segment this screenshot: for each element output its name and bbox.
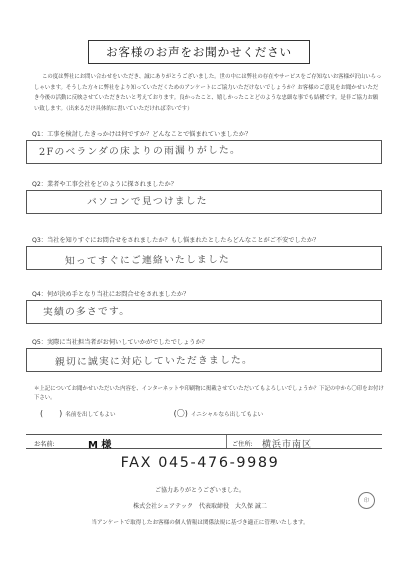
handwritten-answer: パソコンで見つけました (86, 195, 208, 208)
company-name: 株式会社シェアテック 代表取締役 大久保 誠二 (133, 503, 267, 510)
question-5 (26, 338, 382, 372)
customer-name: M 様 (88, 440, 112, 451)
intro-text: この度は弊社にお問い合わせをいただき、誠にありがとうございました。世の中には弊社の存在やサービスをご存知ないお客様が沢山いらっしゃいます。そうした方々に弊社をより知っていただくためのアンケートにご協力いただけないでしょうか？お客様のご意見をお聞かせいただき今後の活動に反映させていただきたいと考えております。良かったこと、嬉しかったことどのような忠細な事でも結構です。是非ご協力お願い致します。（出来るだけ具体的に書いていただければ幸いです） (34, 74, 382, 112)
customer-address: 横浜市南区 (262, 439, 313, 450)
question-label: Q1：工事を検討したきっかけは何ですか？どんなことで悩まれていましたか？ (32, 131, 252, 138)
answer-box (26, 246, 382, 270)
thanks-text: ご協力ありがとうございました。 (154, 487, 245, 494)
customer-info-bar (26, 434, 382, 449)
permission-options (40, 408, 380, 419)
question-label: Q4：何が決め手となり当社にお問合せをされましたか？ (32, 291, 190, 298)
question-4 (26, 290, 382, 324)
publication-note: ＊上記についてお聞かせいただいた内容を、インターネットや印刷物に掲載させていただいてもよろしいでしょうか？下記の中から〇印をお付け下さい。 (34, 386, 384, 401)
question-1 (26, 130, 382, 164)
option-label: 名前を出してもよい (65, 411, 116, 418)
answer-box (26, 300, 382, 324)
page-title: お客様のお声をお聞かせください (88, 40, 310, 64)
handwritten-answer: 親切に誠実に対応していただきました。 (54, 354, 254, 368)
question-2 (26, 180, 382, 214)
option-label: イニシャルなら出してもよい (190, 411, 264, 418)
question-label: Q5：実際に当社担当者がお伺いしていかがでしたでしょうか？ (32, 339, 208, 346)
address-label: ご住所: (232, 440, 253, 448)
privacy-notice: 当アンケートで取得したお客様の個人情報は関係法規に基づき適正に管理いたします。 (91, 520, 309, 526)
handwritten-answer: 実績の多さです。 (42, 306, 131, 318)
seal-stamp: 印 (358, 492, 375, 509)
answer-box (26, 140, 382, 164)
name-label: お名前: (34, 440, 55, 448)
fax-number: FAX 045-476-9989 (120, 455, 280, 471)
question-label: Q2：業者や工事会社をどのように探されましたか？ (32, 181, 177, 188)
question-label: Q3：当社を知りすぐにお問合せをされましたか？もし悩まれたとしたらどんなことがご不安でしたか？ (32, 237, 320, 244)
handwritten-answer: 2Fのベランダの床よりの雨漏りがした。 (38, 144, 242, 158)
question-3 (26, 236, 382, 270)
answer-box (26, 190, 382, 214)
handwritten-answer: 知ってすぐにご連絡いたしました (64, 254, 231, 267)
option-initial-ok[interactable]: (〇) イニシャルなら出してもよい (173, 409, 264, 418)
circle-mark: 〇 (176, 409, 185, 418)
answer-box (26, 348, 382, 372)
divider (226, 435, 227, 448)
option-name-ok[interactable]: ( ) 名前を出してもよい (40, 409, 116, 418)
